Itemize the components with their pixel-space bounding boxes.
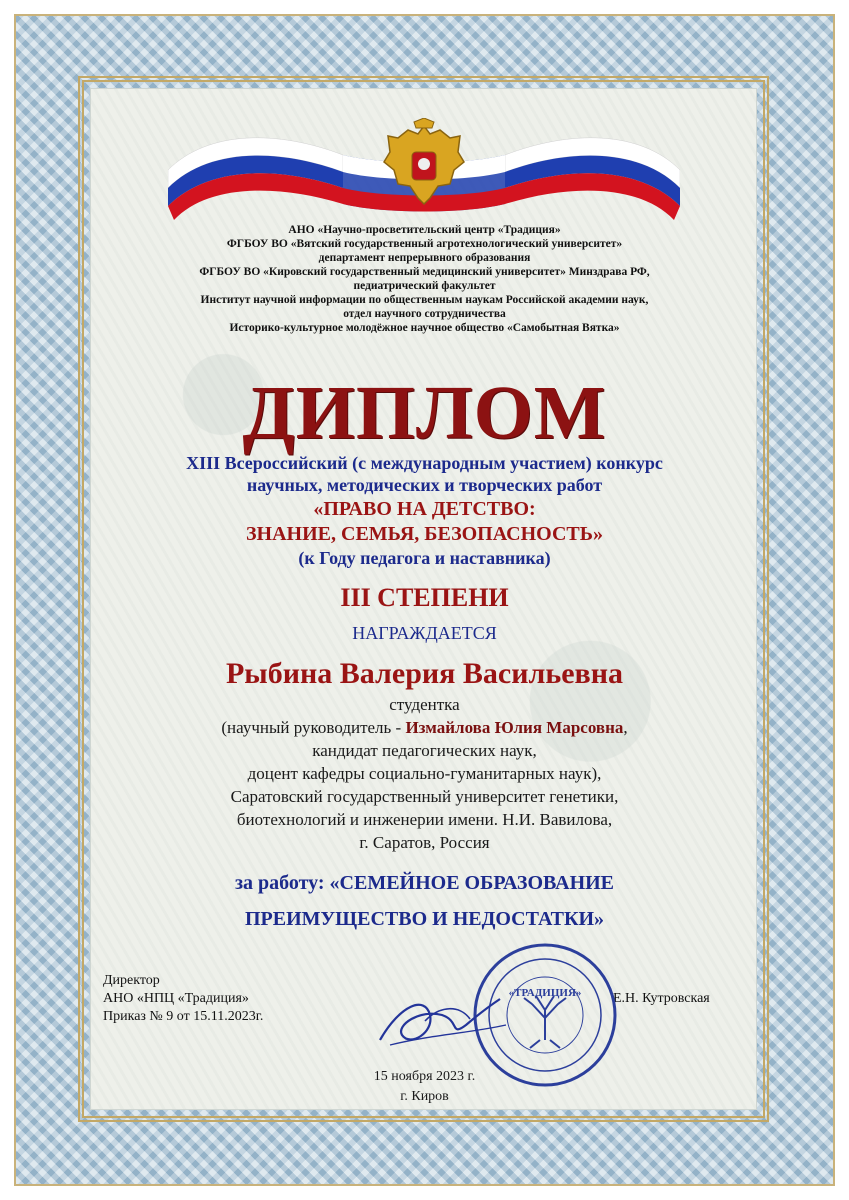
supervisor-line — [100, 716, 749, 739]
handwritten-signature-icon — [370, 985, 510, 1055]
order-line: Приказ № 9 от 15.11.2023г. — [103, 1009, 264, 1024]
organizer-line: педиатрический факультет — [353, 280, 496, 292]
signatory-name: Е.Н. Кутровская — [613, 991, 710, 1006]
contest-name: «ПРАВО НА ДЕТСТВО: — [313, 498, 536, 520]
supervisor-degree: кандидат педагогических наук, — [312, 741, 537, 760]
signatory-title: Директор — [103, 973, 160, 988]
contest-name: ЗНАНИЕ, СЕМЬЯ, БЕЗОПАСНОСТЬ» — [245, 523, 603, 545]
organizer-line: ФГБОУ ВО «Кировский государственный медицинский университет» Минздрава РФ, — [199, 266, 650, 278]
award-degree: III СТЕПЕНИ — [340, 583, 509, 612]
diploma-title: ДИПЛОМ — [242, 371, 607, 455]
work-title: за работу: «СЕМЕЙНОЕ ОБРАЗОВАНИЕ — [234, 872, 615, 894]
work-title: ПРЕИМУЩЕСТВО И НЕДОСТАТКИ» — [244, 908, 605, 930]
awarded-label: НАГРАЖДАЕТСЯ — [352, 623, 497, 643]
organizer-line: АНО «Научно-просветительский центр «Традиция» — [288, 224, 561, 236]
recipient-name: Рыбина Валерия Васильевна — [225, 657, 624, 690]
issue-city: г. Киров — [400, 1089, 449, 1104]
stamp-center-text: «ТРАДИЦИЯ» — [508, 987, 582, 999]
contest-dedication: (к Году педагога и наставника) — [298, 548, 551, 568]
contest-line: научных, методических и творческих работ — [246, 475, 603, 495]
city-line: г. Саратов, Россия — [359, 833, 490, 852]
organizer-line: ФГБОУ ВО «Вятский государственный агротехнологический университет» — [226, 238, 623, 250]
organizer-line: департамент непрерывного образования — [318, 252, 531, 264]
supervisor-position: доцент кафедры социально-гуманитарных наук), — [247, 764, 602, 783]
university-line: Саратовский государственный университет генетики, — [230, 787, 619, 806]
issue-date: 15 ноября 2023 г. — [373, 1069, 476, 1084]
organizer-line: Институт научной информации по общественным наукам Российской академии наук, — [200, 294, 649, 306]
recipient-status: студентка — [389, 695, 460, 714]
supervisor-suffix: , — [623, 718, 628, 737]
supervisor-name: Измайлова Юлия Марсовна — [405, 718, 624, 737]
signatory-org: АНО «НПЦ «Традиция» — [103, 991, 249, 1006]
university-line: биотехнологий и инженерии имени. Н.И. Вавилова, — [236, 810, 613, 829]
organizer-line: Историко-культурное молодёжное научное общество «Самобытная Вятка» — [229, 322, 620, 334]
contest-line: XIII Всероссийский (с международным участием) конкурс — [186, 453, 663, 473]
coat-of-arms-icon — [380, 118, 468, 210]
organizer-line: отдел научного сотрудничества — [343, 308, 506, 320]
supervisor-prefix: (научный руководитель - — [221, 718, 406, 737]
